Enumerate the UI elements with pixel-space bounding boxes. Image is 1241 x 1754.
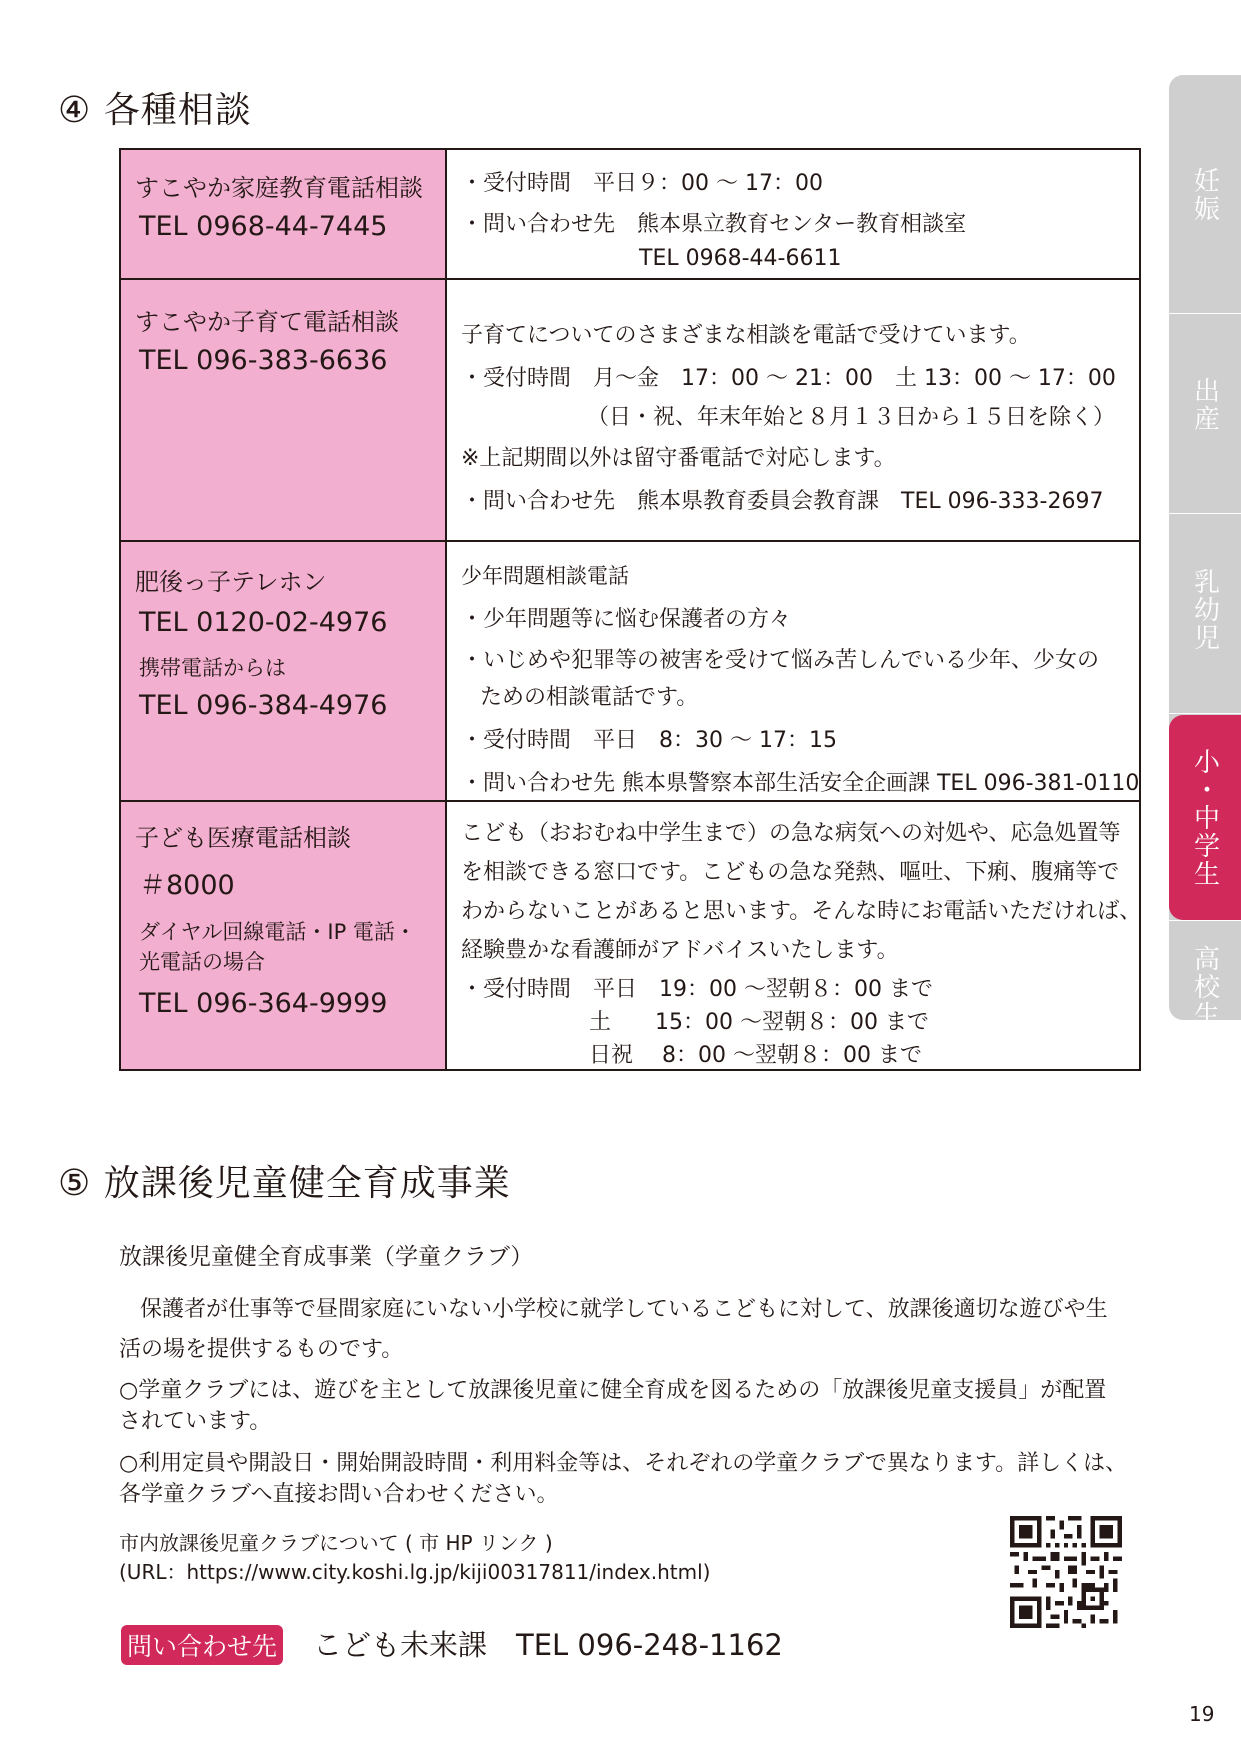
consult-tel: TEL 096-383-6636 xyxy=(139,345,388,376)
tab-label: 出産 xyxy=(1189,377,1220,433)
link-url[interactable]: (URL：https://www.city.koshi.lg.jp/kiji00317811/index.html) xyxy=(119,1560,711,1584)
consult-detail-cell xyxy=(446,801,1140,1070)
contact-badge: 問い合わせ先 xyxy=(121,1625,283,1665)
consult-name: 肥後っ子テレホン xyxy=(135,568,327,596)
detail-line: わからないことがあると思います。そんな時にお電話いただければ、 xyxy=(461,899,1142,924)
consult-tel-mobile: TEL 096-384-4976 xyxy=(139,690,388,721)
detail-line: 少年問題相談電話 xyxy=(461,564,629,588)
tab-infant[interactable] xyxy=(1169,555,1241,665)
consult-name-cell xyxy=(120,541,446,801)
link-label: 市内放課後児童クラブについて ( 市 HP リンク ) xyxy=(119,1531,553,1555)
detail-line: 子育てについてのさまざまな相談を電話で受けています。 xyxy=(461,323,1031,348)
tab-label: 乳幼児 xyxy=(1189,568,1220,652)
detail-line: ための相談電話です。 xyxy=(480,685,699,710)
section-4-title: ④ 各種相談 xyxy=(58,90,252,131)
detail-line: 日祝 8：00 ～翌朝８：00 まで xyxy=(589,1043,922,1068)
paragraph-line: 各学童クラブへ直接お問い合わせください。 xyxy=(119,1482,559,1507)
tab-other[interactable] xyxy=(1169,1145,1241,1255)
detail-line: を相談できる窓口です。こどもの急な発熱、嘔吐、下痢、腹痛等で xyxy=(461,860,1120,885)
tab-birth[interactable] xyxy=(1169,365,1241,445)
consult-name-cell xyxy=(120,279,446,541)
paragraph-line: 保護者が仕事等で昼間家庭にいない小学校に就学しているこどもに対して、放課後適切な遊びや生 xyxy=(140,1297,1108,1322)
detail-line: ・受付時間 平日 19：00 ～翌朝８：00 まで xyxy=(461,977,933,1002)
consult-note: ダイヤル回線電話・IP 電話・ xyxy=(139,920,416,944)
tab-high-school-plus[interactable] xyxy=(1169,945,1241,1085)
tab-pregnancy[interactable] xyxy=(1169,150,1241,240)
consultation-table xyxy=(119,148,1141,1071)
paragraph-line: されています。 xyxy=(119,1409,272,1434)
consult-name: すこやか家庭教育電話相談 xyxy=(135,174,423,202)
tab-label: 小・中学生 xyxy=(1189,747,1220,888)
consult-detail-cell xyxy=(446,279,1140,541)
table-row xyxy=(120,541,1140,801)
consult-name-cell xyxy=(120,801,446,1070)
detail-line: ※上記期間以外は留守番電話で対応します。 xyxy=(461,446,896,471)
detail-line: TEL 0968-44-6611 xyxy=(639,246,842,271)
consult-detail-cell xyxy=(446,541,1140,801)
consult-number: ＃8000 xyxy=(139,870,235,901)
table-row xyxy=(120,801,1140,1070)
consult-name: すこやか子育て電話相談 xyxy=(135,308,399,336)
table-row xyxy=(120,149,1140,279)
section-5-subtitle: 放課後児童健全育成事業（学童クラブ） xyxy=(119,1244,534,1270)
consult-note: 携帯電話からは xyxy=(139,656,286,680)
detail-line: ・問い合わせ先 熊本県警察本部生活安全企画課 TEL 096-381-0110 xyxy=(461,771,1140,796)
detail-line: ・受付時間 平日 8：30 ～ 17：15 xyxy=(461,728,837,753)
paragraph-line: ○利用定員や開設日・開始開設時間・利用料金等は、それぞれの学童クラブで異なります。詳しくは、 xyxy=(119,1451,1128,1476)
tab-label: その他 xyxy=(1189,1158,1220,1242)
consult-name: 子ども医療電話相談 xyxy=(135,824,351,852)
paragraph-line: 活の場を提供するものです。 xyxy=(119,1337,404,1362)
detail-line: ・少年問題等に悩む保護者の方々 xyxy=(461,607,792,632)
section-5-title: ⑤ 放課後児童健全育成事業 xyxy=(58,1163,511,1204)
detail-line: こども（おおむね中学生まで）の急な病気への対処や、応急処置等 xyxy=(461,821,1121,846)
table-row xyxy=(120,279,1140,541)
tab-label: 高校生以上 xyxy=(1189,945,1220,1085)
contact-text: こども未来課 TEL 096-248-1162 xyxy=(313,1628,783,1662)
consult-detail-cell xyxy=(446,149,1140,279)
detail-line: ・問い合わせ先 熊本県教育委員会教育課 TEL 096-333-2697 xyxy=(461,489,1104,514)
detail-line: ・受付時間 月～金 17：00 ～ 21：00 土 13：00 ～ 17：00 xyxy=(461,366,1116,391)
detail-line: ・いじめや犯罪等の被害を受けて悩み苦しんでいる少年、少女の xyxy=(461,648,1100,673)
tab-elementary-junior-high[interactable] xyxy=(1169,715,1241,920)
qr-code-icon[interactable] xyxy=(1010,1516,1122,1628)
detail-line: （日・祝、年末年始と８月１３日から１５日を除く） xyxy=(587,405,1116,430)
consult-tel: TEL 096-364-9999 xyxy=(139,988,388,1019)
consult-tel: TEL 0968-44-7445 xyxy=(139,211,388,242)
consult-name-cell xyxy=(120,149,446,279)
consult-note: 光電話の場合 xyxy=(139,950,265,974)
tab-label: 妊娠 xyxy=(1189,167,1220,223)
detail-line: 経験豊かな看護師がアドバイスいたします。 xyxy=(461,938,899,963)
page-number: 19 xyxy=(1189,1702,1215,1726)
detail-line: ・受付時間 平日９：00 ～ 17：00 xyxy=(461,171,823,196)
detail-line: 土 15：00 ～翌朝８：00 まで xyxy=(589,1010,929,1035)
detail-line: ・問い合わせ先 熊本県立教育センター教育相談室 xyxy=(461,212,967,237)
paragraph-line: ○学童クラブには、遊びを主として放課後児童に健全育成を図るための「放課後児童支援員」が配置 xyxy=(119,1378,1107,1403)
consult-tel: TEL 0120-02-4976 xyxy=(139,607,388,638)
